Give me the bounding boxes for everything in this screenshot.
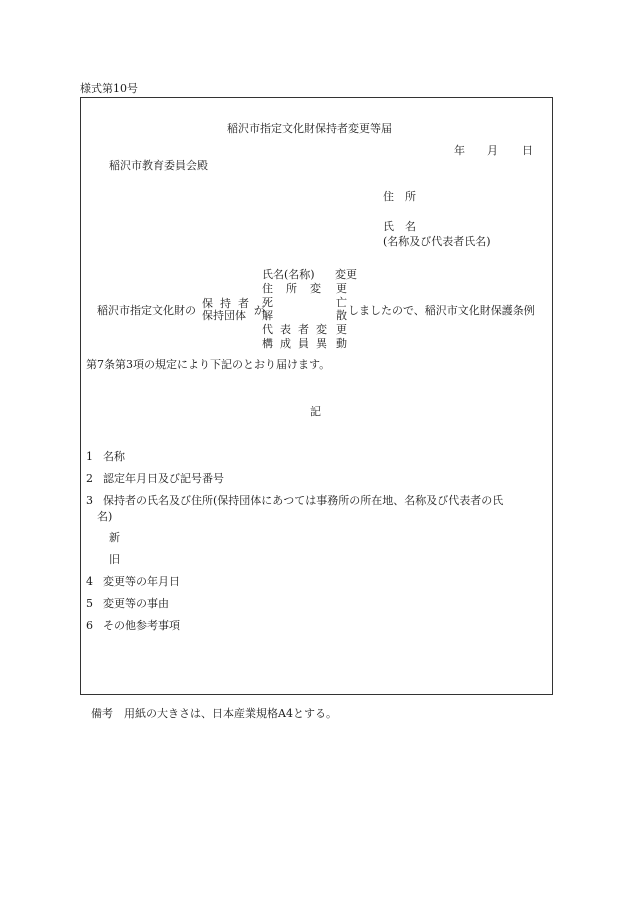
statement-prefix: 稲沢市指定文化財の [97, 304, 196, 317]
change-option-address-suffix: 更 [336, 281, 347, 295]
item-1-number: 1 [86, 450, 93, 463]
date-month-label: 月 [487, 144, 498, 157]
change-option-name-suffix: 変更 [335, 268, 357, 281]
addressee: 稲沢市教育委員会殿 [109, 159, 208, 172]
item-4-text: 変更等の年月日 [103, 575, 180, 588]
address-label: 住 所 [383, 190, 416, 203]
change-option-address: 住所変 [262, 281, 334, 295]
holder-option-group: 保持団体 [202, 309, 246, 322]
form-title: 稲沢市指定文化財保持者変更等届 [227, 122, 392, 135]
change-option-death: 死 [262, 295, 273, 309]
name-label: 氏 名 [383, 220, 416, 233]
item-1-text: 名称 [103, 450, 125, 463]
date-day-label: 日 [522, 144, 533, 157]
item-2-number: 2 [86, 472, 93, 485]
ki-heading: 記 [310, 405, 321, 418]
statement-continuation: 第7条第3項の規定により下記のとおり届けます。 [86, 358, 331, 371]
item-3-text: 保持者の氏名及び住所(保持団体にあつては事務所の所在地、名称及び代表者の氏 [103, 494, 504, 507]
form-number: 様式第10号 [80, 82, 138, 95]
change-option-members: 構成員異 [262, 336, 334, 350]
item-3-number: 3 [86, 494, 93, 507]
date-year-label: 年 [454, 144, 465, 157]
item-3-old-label: 旧 [109, 553, 120, 566]
item-6-text: その他参考事項 [103, 619, 180, 632]
change-option-death-suffix: 亡 [336, 295, 347, 309]
change-option-dissolution-suffix: 散 [336, 309, 347, 323]
item-2-text: 認定年月日及び記号番号 [103, 472, 224, 485]
holder-options [202, 298, 254, 322]
change-option-representative-suffix: 更 [336, 323, 347, 337]
footnote: 備考 用紙の大きさは、日本産業規格A4とする。 [91, 707, 337, 720]
item-3-new-label: 新 [109, 531, 120, 544]
change-option-dissolution: 解 [262, 309, 273, 323]
holder-option-person-text: 保持者 [202, 297, 256, 310]
statement-suffix: しましたので、稲沢市文化財保護条例 [348, 304, 535, 317]
item-5-number: 5 [86, 597, 93, 610]
item-6-number: 6 [86, 619, 93, 632]
item-3-text-continued: 名) [97, 510, 113, 523]
item-5-text: 変更等の事由 [103, 597, 169, 610]
name-note: (名称及び代表者氏名) [383, 235, 491, 248]
change-option-representative: 代表者変 [262, 323, 334, 337]
change-option-members-suffix: 動 [336, 336, 347, 350]
item-4-number: 4 [86, 575, 93, 588]
change-option-name: 氏名(名称) [262, 268, 315, 281]
change-options-left [262, 269, 336, 350]
statement-particle: が [254, 304, 265, 317]
